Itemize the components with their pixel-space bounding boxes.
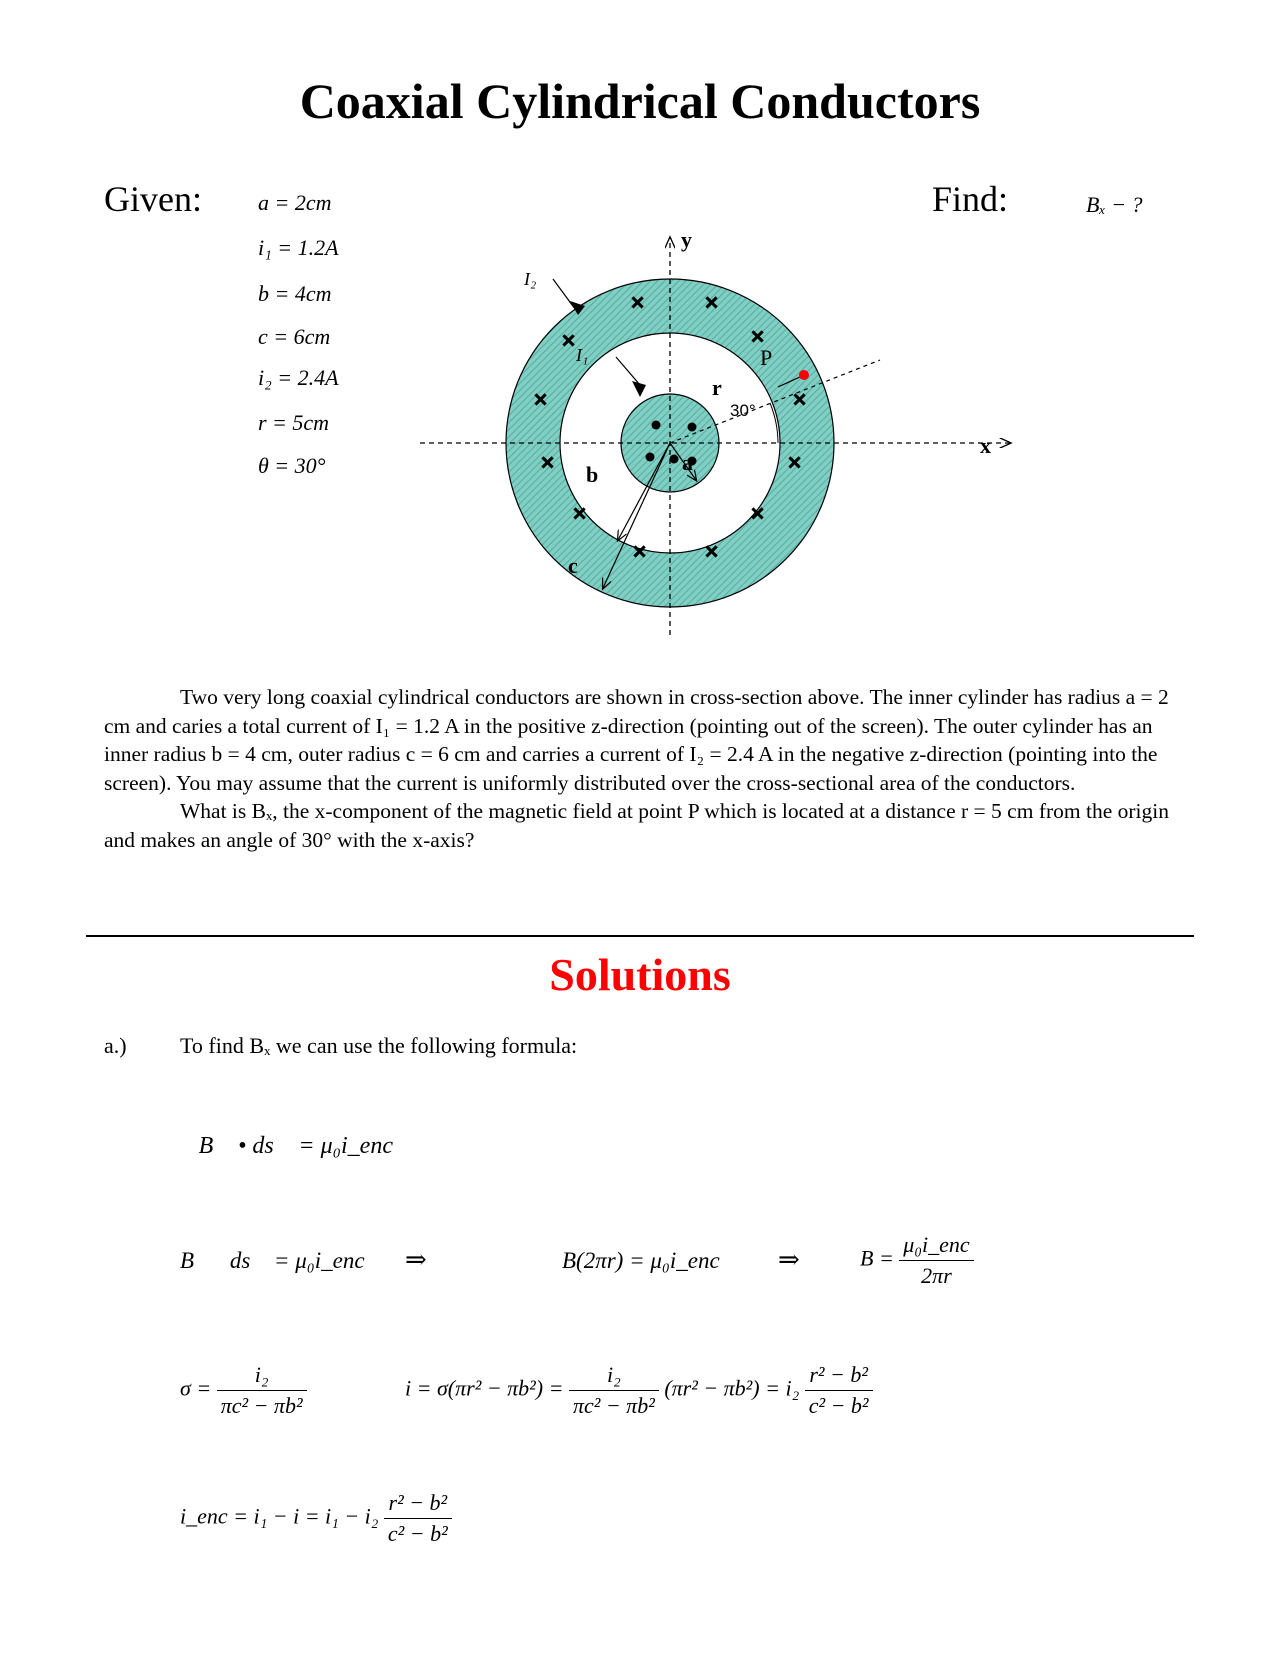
eq-i-fraction-2: [805, 1362, 873, 1419]
ampere-law-equation: ∮B⃗ • ds⃗ = μ₀i_enc: [180, 1133, 393, 1159]
eq-b-integral: B⃗∮ds⃗ = μ₀i_enc: [180, 1248, 365, 1273]
i1-arrowhead: [632, 381, 646, 397]
i1-pointer: [616, 357, 640, 385]
eq-i-enc: [180, 1490, 452, 1547]
given-b: b = 4cm: [258, 281, 332, 306]
c-label: c: [568, 553, 578, 578]
coaxial-diagram: [420, 235, 1070, 650]
i1-label: I₁: [576, 345, 589, 365]
svg-text:×: ×: [792, 389, 808, 410]
b-label: b: [586, 462, 599, 487]
eq-i-den-2: c² − b²: [808, 1393, 869, 1418]
problem-paragraph-1: Two very long coaxial cylindrical conductors are shown in cross-section above. The inner cylinder has radius a = 2 cm and caries a total current of I₁ = 1.2 A in the positive z-direction (pointing out of the screen). The outer cylinder has an inner radius b = 4 cm, outer radius c = 6 cm and carries a current of I₂ = 2.4 A in the negative z-direction (pointing into the screen). You may assume that the current is uniformly distributed over the cross-sectional area of the conductors.: [104, 685, 1169, 795]
p-label: P: [760, 345, 773, 370]
svg-text:×: ×: [704, 541, 720, 562]
svg-text:×: ×: [750, 326, 766, 347]
given-r: r = 5cm: [258, 410, 330, 435]
eq-b-result-den: 2πr: [921, 1263, 952, 1288]
y-axis-label: y: [681, 235, 692, 252]
svg-text:×: ×: [630, 292, 646, 313]
a-label: a: [682, 450, 693, 475]
eq-sigma-lhs: σ =: [180, 1375, 212, 1401]
eq-i-num-1: i₂: [569, 1362, 659, 1391]
given-a: a = 2cm: [258, 190, 332, 215]
eq-i-den-1: πc² − πb²: [572, 1393, 655, 1418]
eq-sigma-num: i₂: [217, 1362, 307, 1391]
given-label: Given:: [104, 179, 202, 219]
find-value: Bₓ − ?: [1086, 192, 1143, 217]
eq-i-part2: (πr² − πb²) = i₂: [664, 1375, 800, 1401]
eq-ienc-lhs: i_enc = i₁ − i = i₁ − i₂: [180, 1503, 379, 1529]
eq-current-i: [405, 1362, 873, 1419]
svg-text:×: ×: [561, 330, 577, 351]
implies-arrow-2: ⇒: [778, 1245, 800, 1274]
eq-sigma-fraction: [217, 1362, 307, 1419]
eq-ienc-den: c² − b²: [387, 1521, 448, 1546]
implies-arrow-1: ⇒: [405, 1245, 427, 1274]
svg-text:×: ×: [572, 503, 588, 524]
page-title: Coaxial Cylindrical Conductors: [299, 73, 981, 129]
point-p: [799, 370, 809, 380]
eq-sigma-den: πc² − πb²: [220, 1393, 303, 1418]
part-label: a.): [104, 1033, 127, 1058]
svg-text:×: ×: [704, 292, 720, 313]
problem-statement: [104, 683, 1180, 854]
svg-text:×: ×: [533, 389, 549, 410]
angle-label: 30°: [730, 401, 756, 420]
section-divider: [86, 935, 1194, 937]
eq-i-part1: i = σ(πr² − πb²) =: [405, 1375, 564, 1401]
eq-ienc-fraction: [384, 1490, 452, 1547]
eq-b-result-num: μ₀i_enc: [899, 1232, 973, 1261]
solution-intro: To find Bₓ we can use the following formula:: [180, 1033, 578, 1058]
eq-b-result: [860, 1232, 974, 1289]
eq-i-fraction-1: [569, 1362, 659, 1419]
svg-text:×: ×: [632, 541, 648, 562]
eq-b-2pir: B(2πr) = μ₀i_enc: [562, 1248, 720, 1273]
given-theta: θ = 30°: [258, 453, 326, 478]
svg-text:×: ×: [750, 503, 766, 524]
svg-text:×: ×: [540, 452, 556, 473]
eq-b-result-fraction: [899, 1232, 973, 1289]
eq-ienc-num: r² − b²: [384, 1490, 452, 1519]
given-i2: i₂ = 2.4A: [258, 365, 339, 390]
solutions-heading: Solutions: [549, 949, 731, 1000]
given-c: c = 6cm: [258, 324, 331, 349]
r-label: r: [712, 375, 722, 400]
svg-text:×: ×: [787, 452, 803, 473]
eq-i-num-2: r² − b²: [805, 1362, 873, 1391]
i2-label: I₂: [524, 269, 537, 289]
given-i1: i₁ = 1.2A: [258, 235, 339, 260]
eq-b-result-lhs: B =: [860, 1245, 894, 1271]
find-label: Find:: [932, 179, 1009, 219]
problem-paragraph-2: What is Bₓ, the x-component of the magnetic field at point P which is located at a distance r = 5 cm from the origin and makes an angle of 30° with the x-axis?: [104, 799, 1169, 852]
eq-sigma: [180, 1362, 307, 1419]
x-axis-label: x: [980, 433, 991, 458]
